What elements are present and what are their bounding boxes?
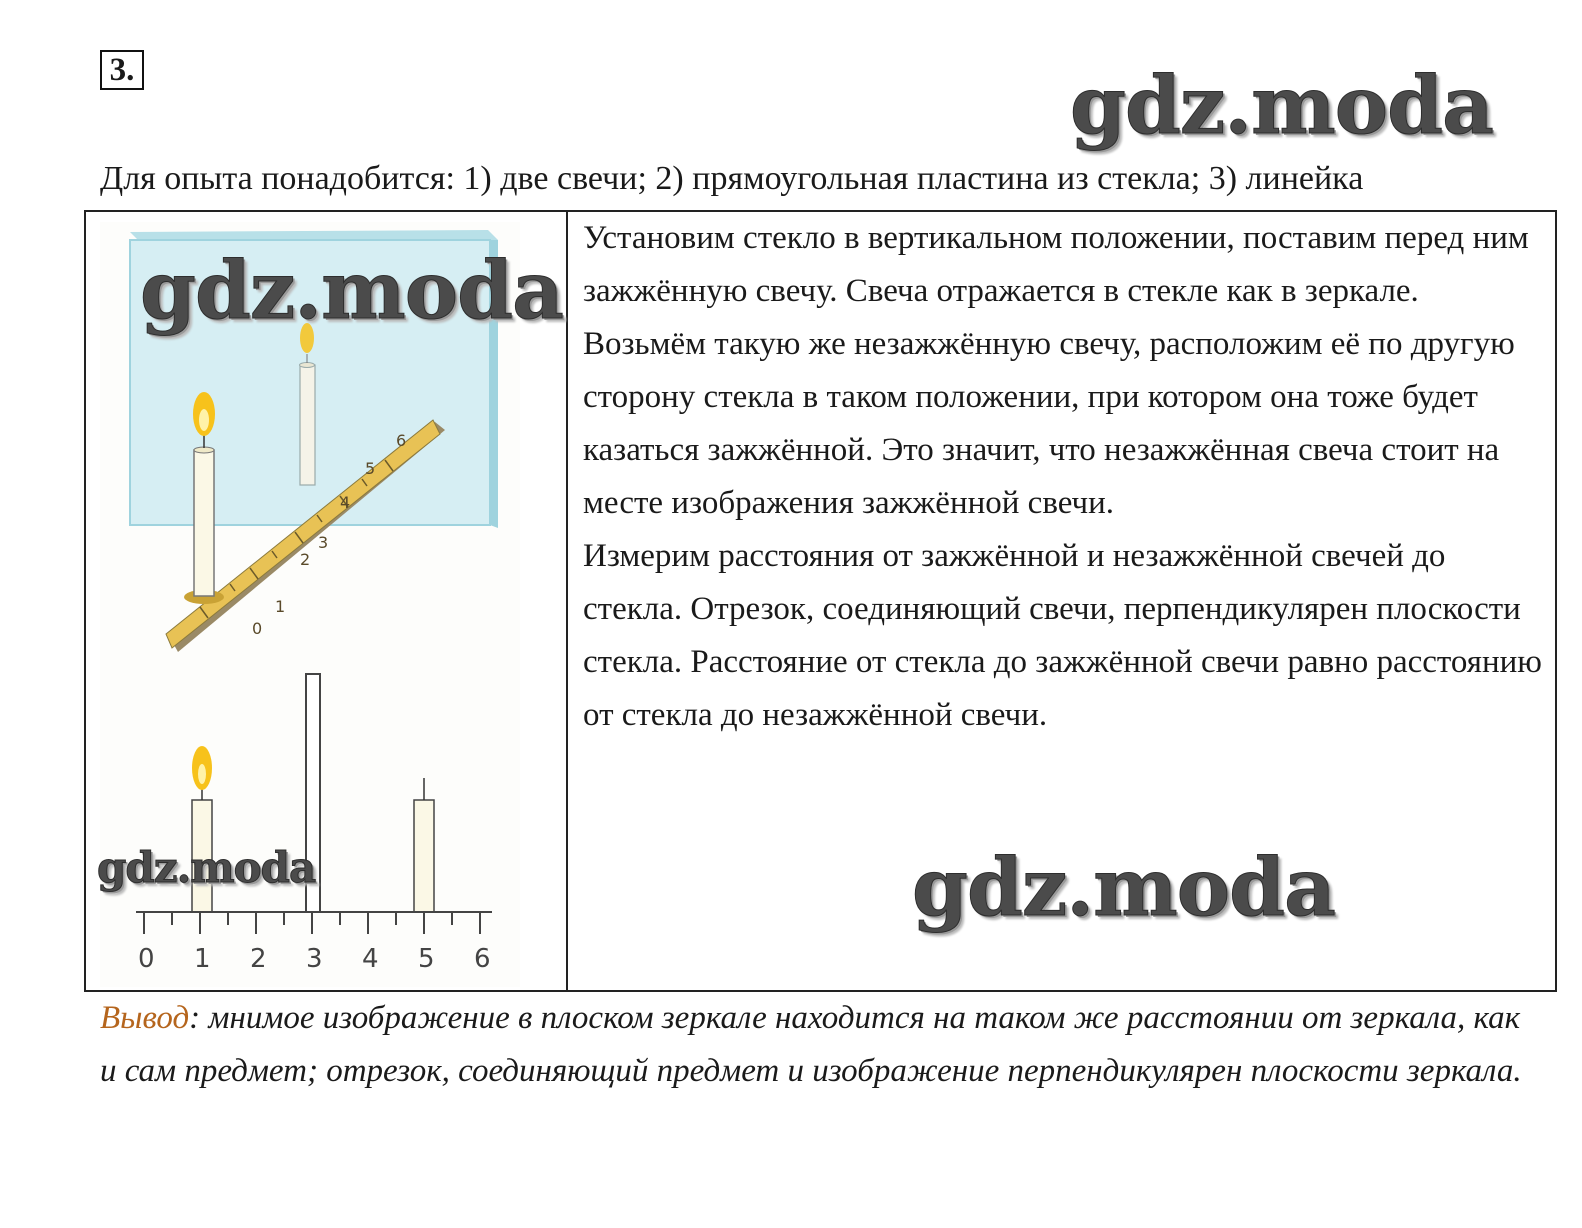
ruler-3d-label-6: 6: [396, 431, 407, 450]
watermark-logo-top: gdz.moda: [1070, 58, 1493, 152]
watermark-logo-figure-small: gdz.moda: [97, 843, 316, 892]
experiment-description: [583, 212, 1543, 742]
scale-label-3: 3: [306, 944, 323, 974]
conclusion-text: : мнимое изображение в плоском зеркале находится на таком же расстоянии от зеркала, как и сам предмет; отрезок, соединяющий предмет и изображение перпендикулярен плоскости зеркала.: [100, 1000, 1522, 1089]
scale-label-4: 4: [362, 944, 379, 974]
scale-label-6: 6: [474, 944, 491, 974]
description-paragraph-2: Возьмём такую же незажжённую свечу, расположим её по другую сторону стекла в таком положении, при котором она тоже будет казаться зажжённой. Это значит, что незажжённая свеча стоит на месте изображения зажжённой свечи.: [583, 326, 1515, 521]
frame-divider: [566, 210, 568, 992]
ruler-3d-label-1: 1: [275, 597, 286, 616]
task-number: 3.: [100, 50, 144, 90]
ruler-3d-label-3: 3: [318, 533, 329, 552]
requirements-line: Для опыта понадобится: 1) две свечи; 2) прямоугольная пластина из стекла; 3) линейка: [100, 160, 1364, 197]
scale-label-1: 1: [194, 944, 211, 974]
scale-label-0: 0: [138, 944, 155, 974]
watermark-logo-text: gdz.moda: [912, 840, 1335, 934]
scale-label-2: 2: [250, 944, 267, 974]
conclusion: [100, 992, 1540, 1098]
conclusion-label: Вывод: [100, 1000, 190, 1036]
ruler-3d-label-0: 0: [252, 619, 263, 638]
description-paragraph-3: Измерим расстояния от зажжённой и незажжённой свечей до стекла. Отрезок, соединяющий свечи, перпендикулярен плоскости стекла. Расстояние от стекла до зажжённой свечи равно расстоянию от стекла до незажжённой свечи.: [583, 538, 1542, 733]
scale-label-5: 5: [418, 944, 435, 974]
ruler-3d-label-5: 5: [365, 459, 376, 478]
ruler-3d-label-4: 4: [340, 493, 351, 512]
ruler-3d-label-2: 2: [300, 550, 311, 569]
watermark-logo-figure: gdz.moda: [140, 243, 563, 337]
description-paragraph-1: Установим стекло в вертикальном положении, поставим перед ним зажжённую свечу. Свеча отражается в стекле как в зеркале.: [583, 220, 1529, 309]
unlit-candle-scheme: [414, 800, 434, 912]
